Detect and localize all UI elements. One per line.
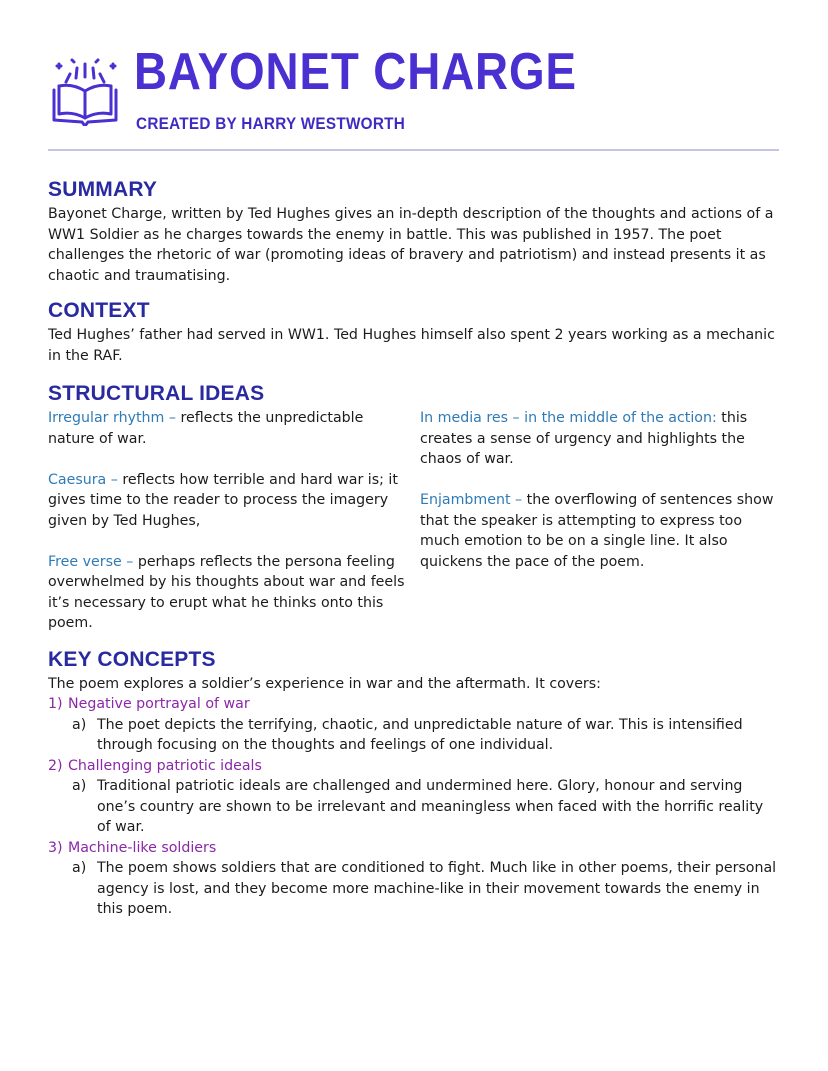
- idea-text: reflects the unpredictable nature of war.: [48, 410, 364, 447]
- context-heading: CONTEXT: [48, 299, 150, 322]
- list-number: 2): [48, 757, 63, 774]
- concept-title-text: Machine-like soldiers: [68, 839, 217, 856]
- structural-idea: [48, 552, 408, 634]
- concept-detail: [72, 858, 780, 920]
- idea-term: Free verse –: [48, 553, 138, 570]
- structural-ideas-section: [48, 380, 780, 634]
- concept-title: [48, 756, 780, 777]
- idea-term: In media res – in the middle of the action:: [420, 410, 722, 426]
- structural-idea: [420, 408, 780, 470]
- idea-text: the overflowing of sentences show that the speaker is attempting to express too much emotion to be on a single line. It also quickens the pace of the poem.: [420, 492, 774, 570]
- structural-idea: [48, 470, 408, 532]
- sub-letter: a): [72, 778, 87, 794]
- page-header: [48, 42, 780, 152]
- idea-term: Irregular rhythm –: [48, 410, 181, 426]
- context-text: Ted Hughes’ father had served in WW1. Ted Hughes himself also spent 2 years working as a mechanic in the RAF.: [48, 327, 775, 364]
- sub-letter: a): [72, 860, 87, 876]
- concept-title-text: Challenging patriotic ideals: [68, 757, 262, 774]
- author-subtitle: CREATED BY HARRY WESTWORTH: [136, 114, 406, 133]
- idea-term: Caesura –: [48, 471, 123, 488]
- list-item: [48, 838, 780, 920]
- sub-letter: a): [72, 716, 87, 733]
- key-concepts-heading: KEY CONCEPTS: [48, 647, 216, 671]
- idea-text: reflects how terrible and hard war is; it gives time to the reader to process the imagery given by Ted Hughes,: [48, 471, 398, 529]
- concept-detail: [72, 715, 780, 756]
- idea-text: perhaps reflects the persona feeling overwhelmed by his thoughts about war and feels it’s necessary to erupt what he thinks onto this poem.: [48, 553, 405, 631]
- concept-title-text: Negative portrayal of war: [68, 696, 250, 712]
- structural-heading: STRUCTURAL IDEAS: [48, 382, 265, 405]
- structural-idea: [48, 408, 408, 449]
- sub-text: Traditional patriotic ideals are challenged and undermined here. Glory, honour and serving one’s country are shown to be irrelevant and meaningless when faced with the horrific reality of war.: [97, 778, 764, 835]
- context-section: [48, 297, 780, 366]
- concept-detail: [72, 776, 780, 838]
- summary-section: [48, 176, 780, 286]
- list-item: [48, 756, 780, 838]
- list-item: [48, 694, 780, 756]
- document-body: [48, 176, 780, 932]
- structural-right-column: [420, 408, 780, 634]
- concept-title: [48, 838, 780, 859]
- summary-heading: SUMMARY: [48, 178, 158, 201]
- key-concepts-intro: The poem explores a soldier’s experience in war and the aftermath. It covers:: [48, 675, 601, 692]
- structural-columns: [48, 408, 780, 634]
- sub-text: The poem shows soldiers that are conditioned to fight. Much like in other poems, their personal agency is lost, and they become more machine-like in their movement towards the enemy in this poem.: [97, 860, 777, 917]
- idea-term: Enjambment –: [420, 492, 527, 508]
- key-concepts-section: [48, 646, 780, 920]
- sub-text: The poet depicts the terrifying, chaotic, and unpredictable nature of war. This is intensified through focusing on the thoughts and feelings of one individual.: [97, 716, 743, 753]
- list-number: 3): [48, 839, 63, 856]
- open-book-sparkle-icon: [48, 50, 122, 126]
- structural-left-column: [48, 408, 408, 634]
- header-divider: [48, 149, 779, 151]
- list-number: 1): [48, 696, 63, 712]
- summary-text: Bayonet Charge, written by Ted Hughes gives an in-depth description of the thoughts and actions of a WW1 Soldier as he charges towards the enemy in battle. This was published in 1957. The poet challenges the rhetoric of war (promoting ideas of bravery and patriotism) and instead presents it as chaotic and traumatising.: [48, 206, 774, 284]
- page-title: BAYONET CHARGE: [134, 43, 577, 101]
- structural-idea: [420, 490, 780, 572]
- concept-title: [48, 694, 780, 715]
- idea-text: this creates a sense of urgency and highlights the chaos of war.: [420, 410, 748, 467]
